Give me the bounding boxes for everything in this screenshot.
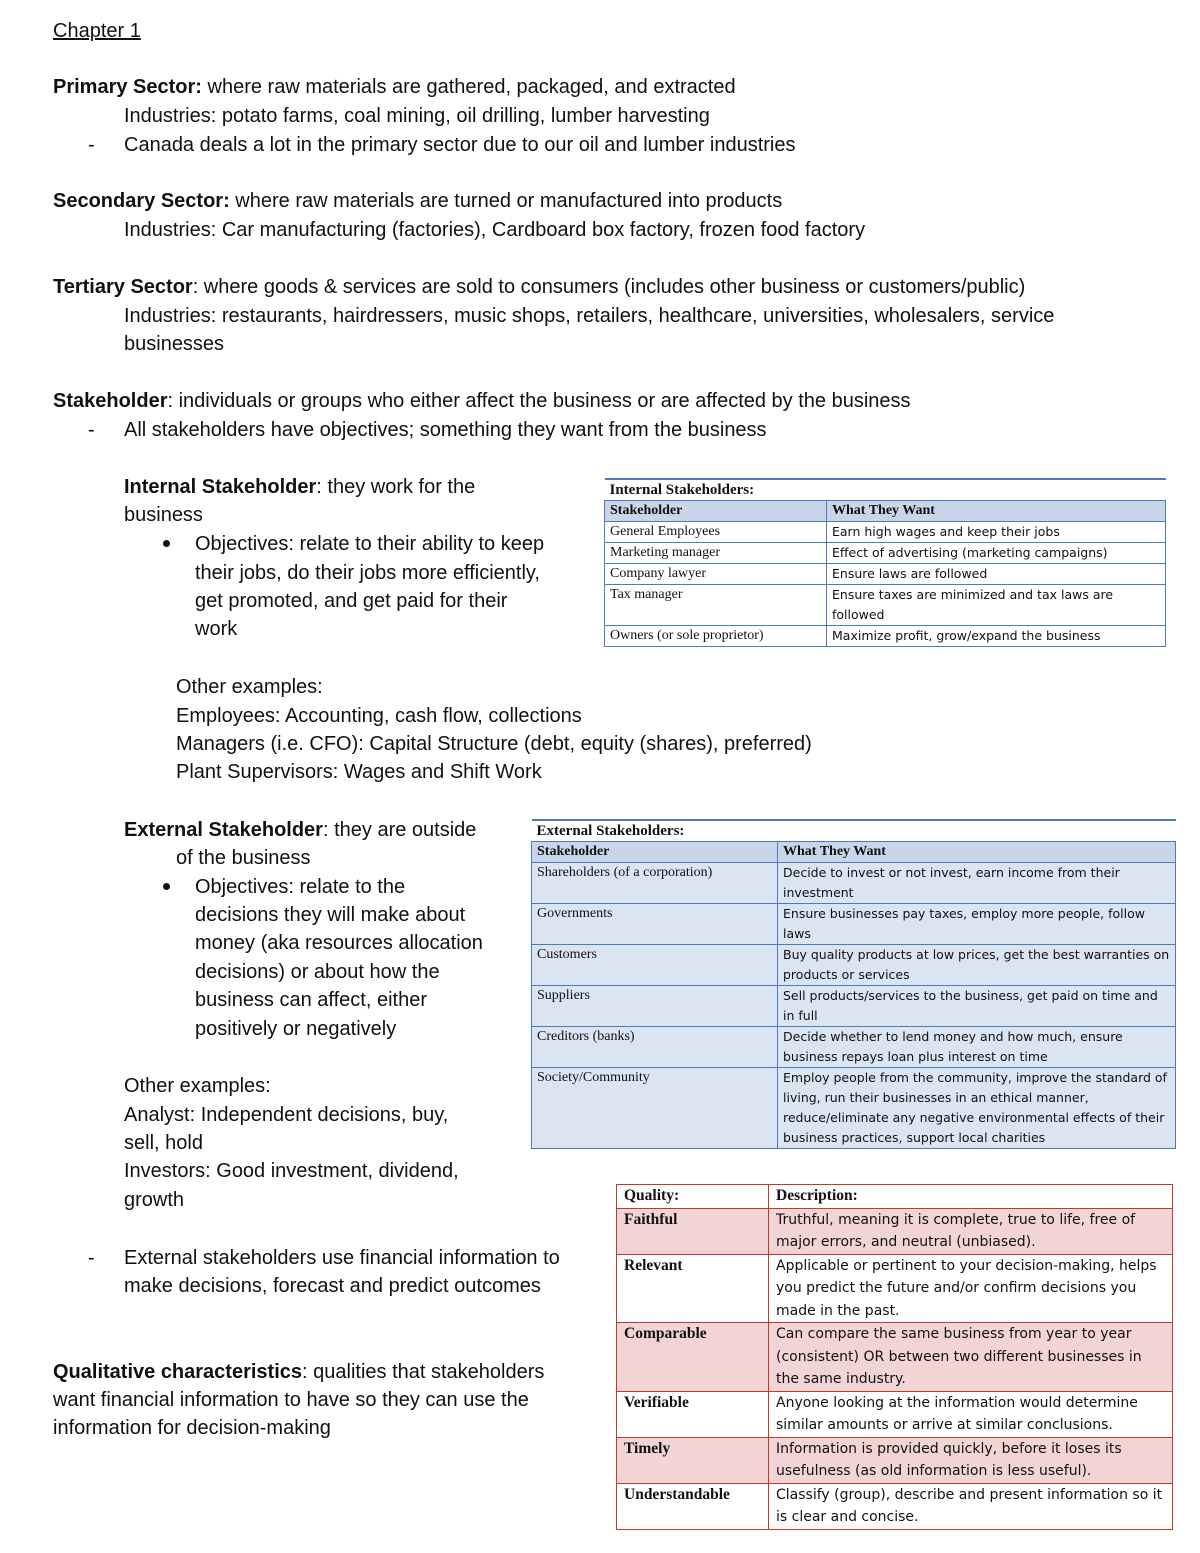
table-row [605, 522, 1166, 543]
internal-objective-line-1: Objectives: relate to their ability to keep [195, 533, 545, 555]
external-objective-line-6: positively or negatively [195, 1018, 397, 1040]
table-row [605, 543, 1166, 564]
secondary-sector-def [53, 187, 782, 216]
qualitative-def-cont-1: want financial information to have so they can use the [53, 1389, 529, 1411]
table-row [532, 945, 1176, 986]
internal-other-title: Other examples: [176, 676, 323, 698]
stakeholder-cell: Tax manager [605, 585, 827, 626]
description-cell: Anyone looking at the information would determine similar amounts or arrive at similar conclusions. [769, 1391, 1173, 1437]
external-stakeholder-text: : they are outside [322, 819, 477, 841]
primary-sector-text: where raw materials are gathered, packaged, and extracted [201, 76, 736, 98]
internal-other-2: Managers (i.e. CFO): Capital Structure (debt, equity (shares), preferred) [176, 733, 812, 755]
external-other-2: sell, hold [124, 1132, 203, 1154]
external-objective-line-1: Objectives: relate to the [195, 876, 406, 898]
table-row [532, 986, 1176, 1027]
internal-other-3: Plant Supervisors: Wages and Shift Work [176, 761, 542, 783]
qualitative-text: : qualities that stakeholders [302, 1361, 545, 1383]
tertiary-industries: Industries: restaurants, hairdressers, music shops, retailers, healthcare, universities, wholesalers, service [124, 305, 1055, 327]
primary-industries: Industries: potato farms, coal mining, oil drilling, lumber harvesting [124, 105, 710, 127]
column-header: What They Want [827, 501, 1166, 522]
quality-cell: Faithful [617, 1208, 769, 1254]
stakeholder-cell: Owners (or sole proprietor) [605, 626, 827, 647]
external-objective-line-5: business can affect, either [195, 989, 427, 1011]
table-row [605, 626, 1166, 647]
internal-objective-line-2: their jobs, do their jobs more efficiently, [195, 562, 540, 584]
want-cell: Sell products/services to the business, get paid on time and in full [778, 986, 1176, 1027]
stakeholder-bullet: All stakeholders have objectives; something they want from the business [124, 419, 767, 441]
want-cell: Employ people from the community, improve the standard of living, run their businesses in an ethical manner, reduce/eliminate any negative environmental effects of their business practices, support local charities [778, 1068, 1176, 1149]
tertiary-sector-term: Tertiary Sector [53, 276, 193, 298]
column-header: Description: [769, 1185, 1173, 1209]
external-stakeholder-term: External Stakeholder [124, 819, 323, 841]
stakeholder-cell: Company lawyer [605, 564, 827, 585]
stakeholder-cell: Shareholders (of a corporation) [532, 863, 778, 904]
table-row [617, 1254, 1173, 1323]
bullet-dot [163, 540, 170, 547]
stakeholder-cell: Customers [532, 945, 778, 986]
description-cell: Can compare the same business from year to year (consistent) OR between two different businesses in the same industry. [769, 1323, 1173, 1392]
secondary-sector-text: where raw materials are turned or manufactured into products [229, 190, 783, 212]
table-row [617, 1323, 1173, 1392]
table-row [617, 1437, 1173, 1483]
tertiary-sector-def [53, 273, 1025, 302]
stakeholder-text: : individuals or groups who either affect the business or are affected by the business [167, 390, 911, 412]
internal-stakeholder-def [124, 473, 475, 502]
external-objective-line-3: money (aka resources allocation [195, 932, 483, 954]
stakeholder-def [53, 387, 911, 416]
want-cell: Ensure taxes are minimized and tax laws are followed [827, 585, 1166, 626]
external-stakeholder-def [124, 816, 476, 845]
external-objective-line-4: decisions) or about how the [195, 961, 440, 983]
primary-bullet: Canada deals a lot in the primary sector due to our oil and lumber industries [124, 134, 796, 156]
external-objective-line-2: decisions they will make about [195, 904, 466, 926]
table-caption: External Stakeholders: [532, 820, 1176, 842]
external-stakeholders-table [531, 819, 1176, 1149]
want-cell: Decide whether to lend money and how much, ensure business repays loan plus interest on time [778, 1027, 1176, 1068]
internal-stakeholder-def-cont: business [124, 504, 203, 526]
stakeholder-cell: Suppliers [532, 986, 778, 1027]
column-header: Quality: [617, 1185, 769, 1209]
internal-stakeholder-text: : they work for the [316, 476, 476, 498]
internal-objective-line-3: get promoted, and get paid for their [195, 590, 508, 612]
table-caption: Internal Stakeholders: [605, 479, 1166, 501]
primary-sector-term: Primary Sector: [53, 76, 202, 98]
table-row [532, 1068, 1176, 1149]
tertiary-industries-cont: businesses [124, 333, 225, 355]
dash-bullet: - [88, 134, 95, 156]
dash-bullet: - [88, 1247, 95, 1269]
want-cell: Earn high wages and keep their jobs [827, 522, 1166, 543]
want-cell: Maximize profit, grow/expand the business [827, 626, 1166, 647]
stakeholder-cell: Governments [532, 904, 778, 945]
want-cell: Buy quality products at low prices, get the best warranties on products or services [778, 945, 1176, 986]
external-bullet-line-1: External stakeholders use financial information to [124, 1247, 560, 1269]
external-bullet-line-2: make decisions, forecast and predict outcomes [124, 1275, 541, 1297]
want-cell: Decide to invest or not invest, earn income from their investment [778, 863, 1176, 904]
bullet-dot [163, 883, 170, 890]
internal-stakeholder-term: Internal Stakeholder [124, 476, 317, 498]
secondary-industries: Industries: Car manufacturing (factories), Cardboard box factory, frozen food factory [124, 219, 866, 241]
table-row [605, 564, 1166, 585]
external-other-3: Investors: Good investment, dividend, [124, 1160, 459, 1182]
dash-bullet: - [88, 419, 95, 441]
external-other-title: Other examples: [124, 1075, 271, 1097]
description-cell: Classify (group), describe and present information so it is clear and concise. [769, 1483, 1173, 1529]
external-other-4: growth [124, 1189, 185, 1211]
stakeholder-cell: Marketing manager [605, 543, 827, 564]
qualitative-characteristics-table [616, 1184, 1173, 1530]
quality-cell: Relevant [617, 1254, 769, 1323]
external-other-1: Analyst: Independent decisions, buy, [124, 1104, 449, 1126]
stakeholder-term: Stakeholder [53, 390, 168, 412]
stakeholder-cell: Society/Community [532, 1068, 778, 1149]
qualitative-term: Qualitative characteristics [53, 1361, 303, 1383]
table-row [617, 1208, 1173, 1254]
tertiary-sector-text: : where goods & services are sold to consumers (includes other business or customers/public) [192, 276, 1026, 298]
quality-cell: Comparable [617, 1323, 769, 1392]
description-cell: Truthful, meaning it is complete, true to life, free of major errors, and neutral (unbiased). [769, 1208, 1173, 1254]
want-cell: Effect of advertising (marketing campaigns) [827, 543, 1166, 564]
table-row [532, 1027, 1176, 1068]
quality-cell: Understandable [617, 1483, 769, 1529]
qualitative-def [53, 1358, 544, 1387]
column-header: What They Want [778, 842, 1176, 863]
column-header: Stakeholder [605, 501, 827, 522]
secondary-sector-term: Secondary Sector: [53, 190, 230, 212]
column-header: Stakeholder [532, 842, 778, 863]
table-row [617, 1483, 1173, 1529]
chapter-title: Chapter 1 [53, 20, 141, 42]
stakeholder-cell: Creditors (banks) [532, 1027, 778, 1068]
table-row [617, 1391, 1173, 1437]
internal-objective-line-4: work [195, 618, 238, 640]
description-cell: Information is provided quickly, before it loses its usefulness (as old information is less useful). [769, 1437, 1173, 1483]
table-row [605, 585, 1166, 626]
external-stakeholder-def-cont: of the business [176, 847, 311, 869]
stakeholder-cell: General Employees [605, 522, 827, 543]
want-cell: Ensure businesses pay taxes, employ more people, follow laws [778, 904, 1176, 945]
primary-sector-def [53, 73, 736, 102]
want-cell: Ensure laws are followed [827, 564, 1166, 585]
internal-stakeholders-table [604, 478, 1166, 647]
description-cell: Applicable or pertinent to your decision-making, helps you predict the future and/or confirm decisions you made in the past. [769, 1254, 1173, 1323]
quality-cell: Timely [617, 1437, 769, 1483]
internal-other-1: Employees: Accounting, cash flow, collections [176, 705, 582, 727]
table-row [532, 863, 1176, 904]
table-row [532, 904, 1176, 945]
quality-cell: Verifiable [617, 1391, 769, 1437]
qualitative-def-cont-2: information for decision-making [53, 1417, 331, 1439]
